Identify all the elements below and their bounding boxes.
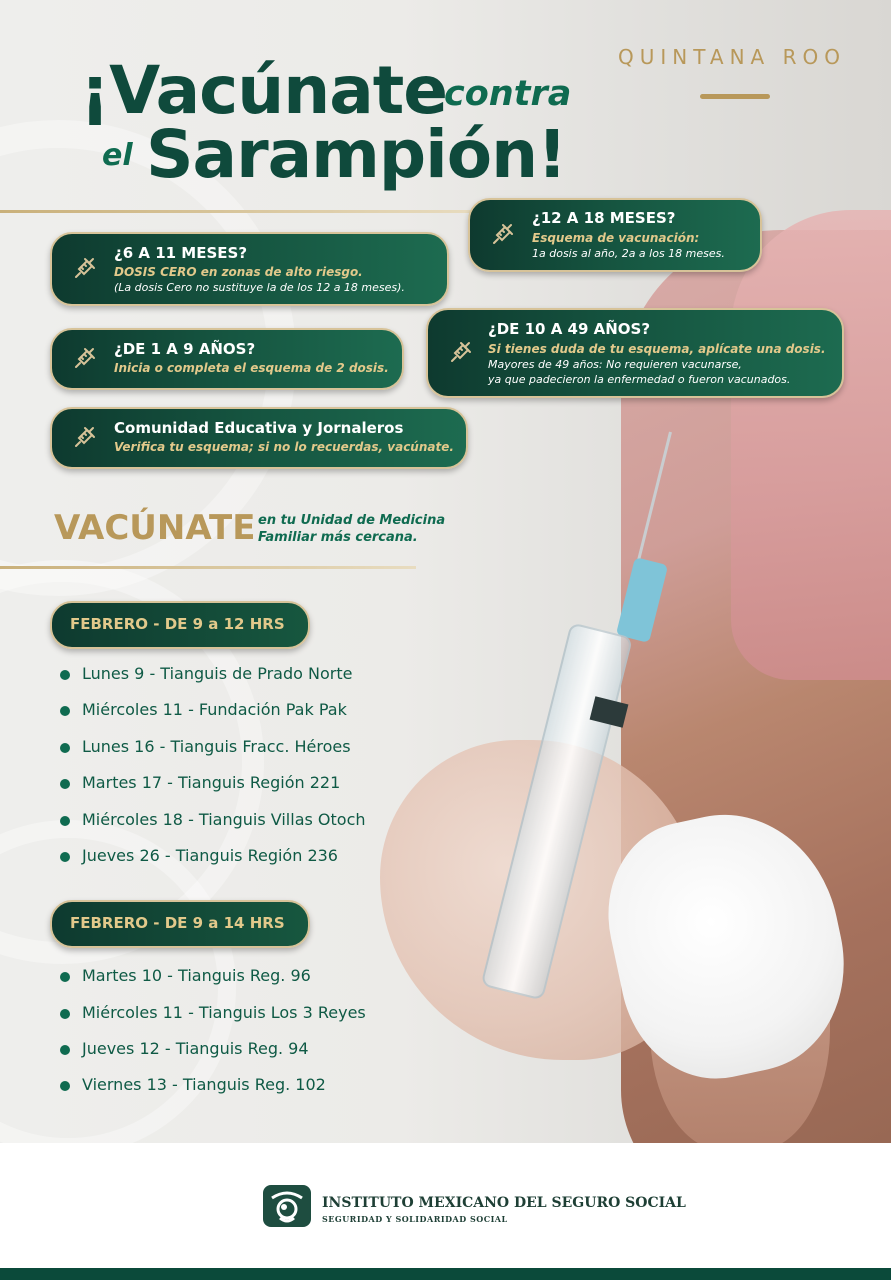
group-10-49-anos xyxy=(426,308,844,398)
group-detail: Si tienes duda de tu esquema, aplícate una dosis. xyxy=(488,342,826,356)
group-title: ¿DE 1 A 9 AÑOS? xyxy=(114,340,256,358)
schedule-item-text: Jueves 26 - Tianguis Región 236 xyxy=(82,846,338,865)
region-underline xyxy=(700,94,770,99)
group-detail: ya que padecieron la enfermedad o fueron vacunados. xyxy=(488,373,791,386)
bullet-icon xyxy=(60,816,70,826)
bullet-icon xyxy=(60,972,70,982)
institution-tagline: SEGURIDAD Y SOLIDARIDAD SOCIAL xyxy=(322,1214,508,1224)
group-detail: Mayores de 49 años: No requieren vacunarse, xyxy=(488,358,742,371)
group-title: Comunidad Educativa y Jornaleros xyxy=(114,419,404,437)
group-title: ¿DE 10 A 49 AÑOS? xyxy=(488,320,651,338)
gold-divider xyxy=(0,210,480,213)
schedule-item-text: Jueves 12 - Tianguis Reg. 94 xyxy=(82,1039,309,1058)
region-label: QUINTANA ROO xyxy=(618,45,846,69)
institution-name: INSTITUTO MEXICANO DEL SEGURO SOCIAL xyxy=(322,1195,686,1211)
bullet-icon xyxy=(60,852,70,862)
syringe-icon xyxy=(446,339,474,367)
title-contra: contra xyxy=(444,74,572,114)
schedule-item-text: Miércoles 11 - Tianguis Los 3 Reyes xyxy=(82,1003,366,1022)
bullet-icon xyxy=(60,1081,70,1091)
schedule-item-text: Lunes 16 - Tianguis Fracc. Héroes xyxy=(82,737,351,756)
bullet-icon xyxy=(60,1009,70,1019)
group-comunidad-educativa xyxy=(50,407,468,469)
sleeve-photo xyxy=(731,210,891,680)
schedule-item-text: Martes 17 - Tianguis Región 221 xyxy=(82,773,341,792)
schedule-header-label: FEBRERO - DE 9 a 14 HRS xyxy=(70,914,285,932)
schedule-item-text: Lunes 9 - Tianguis de Prado Norte xyxy=(82,664,353,683)
group-detail: DOSIS CERO en zonas de alto riesgo. xyxy=(114,265,363,279)
group-detail: Inicia o completa el esquema de 2 dosis. xyxy=(114,361,389,375)
vacunate-heading: VACÚNATE xyxy=(54,508,256,548)
title-sarampion: Sarampión! xyxy=(146,116,567,193)
group-detail: Esquema de vacunación: xyxy=(532,231,700,245)
schedule-header-extended xyxy=(50,900,310,948)
vacunate-subtext: en tu Unidad de Medicina xyxy=(258,513,446,528)
bullet-icon xyxy=(60,670,70,680)
schedule-item-text: Miércoles 18 - Tianguis Villas Otoch xyxy=(82,810,366,829)
imss-logo-icon xyxy=(262,1184,312,1228)
group-detail: 1a dosis al año, 2a a los 18 meses. xyxy=(532,247,725,260)
schedule-header-label: FEBRERO - DE 9 a 12 HRS xyxy=(70,615,285,633)
group-title: ¿6 A 11 MESES? xyxy=(114,244,248,262)
schedule-item-text: Viernes 13 - Tianguis Reg. 102 xyxy=(82,1075,326,1094)
bullet-icon xyxy=(60,706,70,716)
bullet-icon xyxy=(60,779,70,789)
group-12-18-meses xyxy=(468,198,762,272)
footer-bar xyxy=(0,1268,891,1280)
syringe-icon xyxy=(70,424,98,452)
vacunate-subtext: Familiar más cercana. xyxy=(258,530,418,545)
schedule-item-text: Miércoles 11 - Fundación Pak Pak xyxy=(82,700,347,719)
group-title: ¿12 A 18 MESES? xyxy=(532,209,676,227)
schedule-item-text: Martes 10 - Tianguis Reg. 96 xyxy=(82,966,311,985)
syringe-icon xyxy=(70,255,98,283)
syringe-icon xyxy=(70,345,98,373)
schedule-header-morning xyxy=(50,601,310,649)
syringe-icon xyxy=(488,221,516,249)
title-vacunate: ¡Vacúnate xyxy=(80,52,448,129)
gold-divider xyxy=(0,566,416,569)
group-6-11-meses xyxy=(50,232,449,306)
group-1-9-anos xyxy=(50,328,404,390)
title-el: el xyxy=(102,138,133,173)
bullet-icon xyxy=(60,1045,70,1055)
group-detail: (La dosis Cero no sustituye la de los 12 a 18 meses). xyxy=(114,281,405,294)
bullet-icon xyxy=(60,743,70,753)
group-detail: Verifica tu esquema; si no lo recuerdas, vacúnate. xyxy=(114,440,454,454)
